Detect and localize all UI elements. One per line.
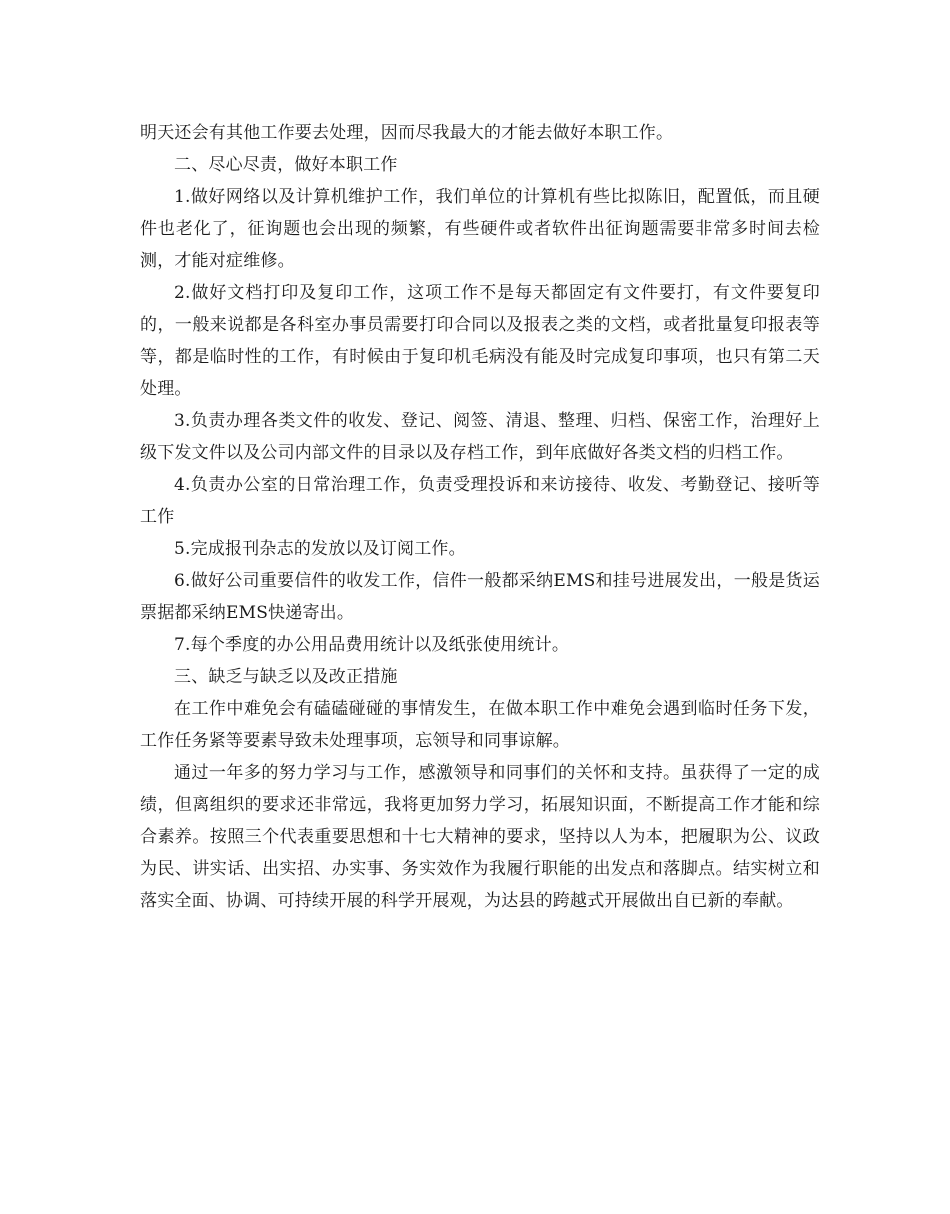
list-item-2: 2.做好文档打印及复印工作，这项工作不是每天都固定有文件要打，有文件要复印的，一般来说都是各科室办事员需要打印合同以及报表之类的文档，或者批量复印报表等等，都是临时性的工作，有时候由于复印机毛病没有能及时完成复印事项，也只有第二天处理。 bbox=[140, 283, 820, 399]
document-body bbox=[140, 117, 820, 917]
list-item-1: 1.做好网络以及计算机维护工作，我们单位的计算机有些比拟陈旧，配置低，而且硬件也老化了，征询题也会出现的频繁，有些硬件或者软件出征询题需要非常多时间去检测，才能对症维修。 bbox=[140, 187, 820, 271]
list-item-6: 6.做好公司重要信件的收发工作，信件一般都采纳EMS和挂号进展发出，一般是货运票据都采纳EMS快递寄出。 bbox=[140, 571, 820, 623]
list-item-3: 3.负责办理各类文件的收发、登记、阅签、清退、整理、归档、保密工作，治理好上级下发文件以及公司内部文件的目录以及存档工作，到年底做好各类文档的归档工作。 bbox=[140, 411, 820, 463]
list-item-7: 7.每个季度的办公用品费用统计以及纸张使用统计。 bbox=[174, 635, 570, 655]
section-heading-3: 三、缺乏与缺乏以及改正措施 bbox=[174, 667, 398, 687]
paragraph-conclusion: 通过一年多的努力学习与工作，感激领导和同事们的关怀和支持。虽获得了一定的成绩，但离组织的要求还非常远，我将更加努力学习，拓展知识面，不断提高工作才能和综合素养。按照三个代表重要思想和十七大精神的要求，坚持以人为本，把履职为公、议政为民、讲实话、出实招、办实事、务实效作为我履行职能的出发点和落脚点。结实树立和落实全面、协调、可持续开展的科学开展观，为达县的跨越式开展做出自已新的奉献。 bbox=[140, 763, 820, 911]
paragraph-continuation: 明天还会有其他工作要去处理，因而尽我最大的才能去做好本职工作。 bbox=[140, 123, 674, 143]
section-heading-2: 二、尽心尽责，做好本职工作 bbox=[174, 155, 398, 175]
list-item-4: 4.负责办公室的日常治理工作，负责受理投诉和来访接待、收发、考勤登记、接听等工作 bbox=[140, 475, 820, 527]
list-item-5: 5.完成报刊杂志的发放以及订阅工作。 bbox=[174, 539, 466, 559]
paragraph-shortcomings: 在工作中难免会有磕磕碰碰的事情发生，在做本职工作中难免会遇到临时任务下发，工作任务紧等要素导致未处理事项，忘领导和同事谅解。 bbox=[140, 699, 820, 751]
